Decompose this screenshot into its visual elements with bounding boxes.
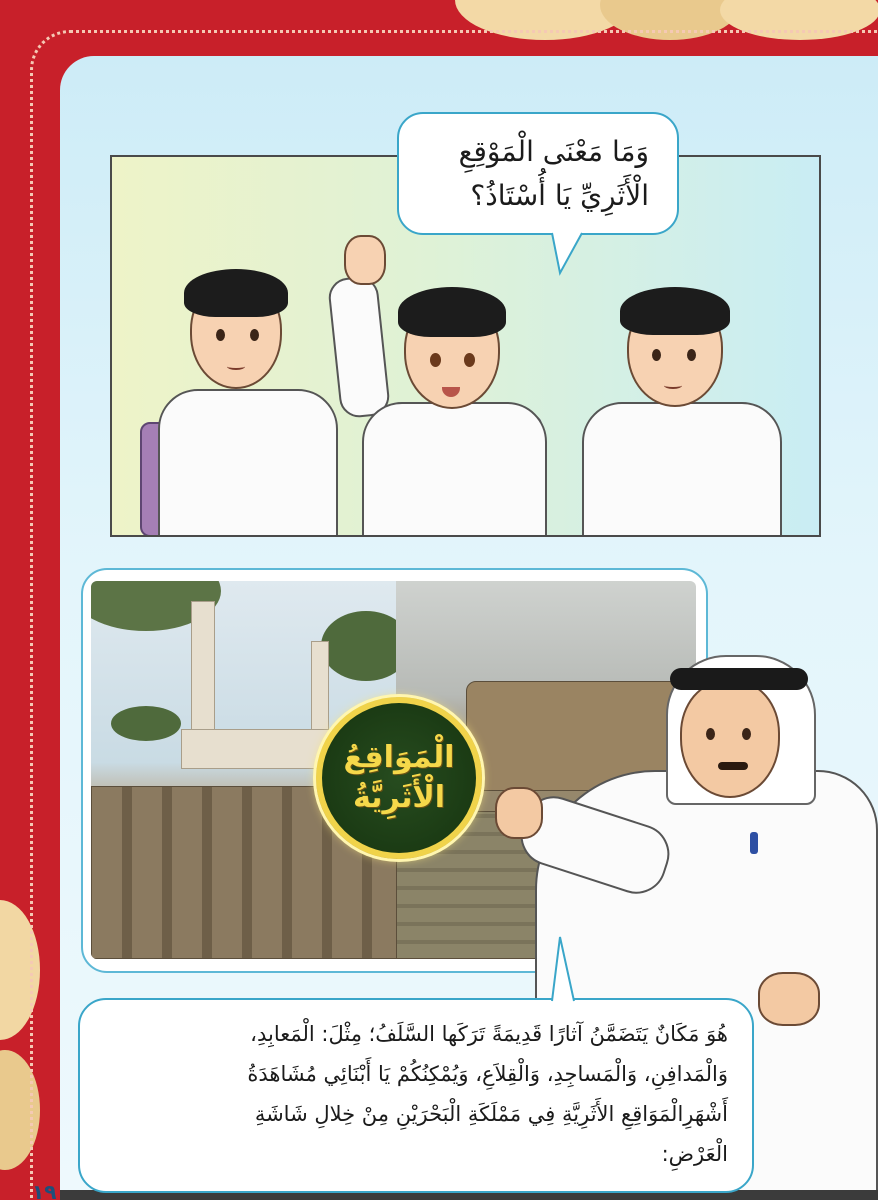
question-speech-bubble	[397, 112, 679, 235]
raised-arm	[327, 275, 391, 419]
pen-icon	[750, 832, 758, 854]
eye	[652, 349, 661, 361]
question-bubble-tail	[548, 231, 588, 277]
mouth	[227, 363, 245, 370]
answer-speech-bubble	[78, 998, 754, 1193]
question-line-1: وَمَا مَعْنَى الْمَوْقِعِ	[458, 134, 649, 168]
student-right-hair	[620, 287, 730, 335]
mouth	[664, 382, 682, 389]
eye	[250, 329, 259, 341]
eye	[216, 329, 225, 341]
badge-line-1: الْمَوَاقِعُ	[343, 740, 455, 775]
badge-line-2: الْأَثَرِيَّةُ	[352, 780, 445, 815]
teacher-face	[680, 680, 780, 798]
eye	[687, 349, 696, 361]
answer-line-2: وَالْمَدافِنِ، وَالْمَساجِدِ، وَالْقِلاَعِ، وَيُمْكِنُكُمْ يَا أَبْنَائِي مُشَاهَدَةُ	[247, 1062, 728, 1086]
teacher-lower-hand	[758, 972, 820, 1026]
eye	[742, 728, 751, 740]
student-right-shirt	[582, 402, 782, 537]
teacher-agal	[670, 668, 808, 690]
raised-hand	[344, 235, 386, 285]
teacher-mustache	[718, 762, 748, 770]
answer-line-4: الْعَرْضِ:	[661, 1142, 728, 1166]
student-middle-shirt	[362, 402, 547, 537]
student-left-shirt	[158, 389, 338, 537]
eye	[464, 353, 475, 367]
page-number: ١٩	[32, 1180, 57, 1200]
answer-line-3: أَشْهَرِالْمَوَاقِعِ الأَثَرِيَّةِ فِي مَمْلَكَةِ الْبَحْرَيْنِ مِنْ خِلالِ شَاشَةِ	[254, 1102, 728, 1126]
palm-tree	[111, 706, 181, 741]
eye	[430, 353, 441, 367]
answer-line-1: هُوَ مَكَانٌ يَتَضَمَّنُ آثارًا قَدِيمَةً تَرَكَها السَّلَفُ؛ مِثْلَ: الْمَعابِدِ،	[250, 1022, 728, 1046]
teacher-pointing-hand	[495, 787, 543, 839]
question-line-2: الْأَثَرِيِّ يَا أُسْتَاذُ؟	[470, 178, 649, 212]
student-left-hair	[184, 269, 288, 317]
eye	[706, 728, 715, 740]
archaeological-sites-badge	[316, 697, 482, 859]
student-middle-hair	[398, 287, 506, 337]
answer-bubble-tail	[530, 935, 576, 1003]
